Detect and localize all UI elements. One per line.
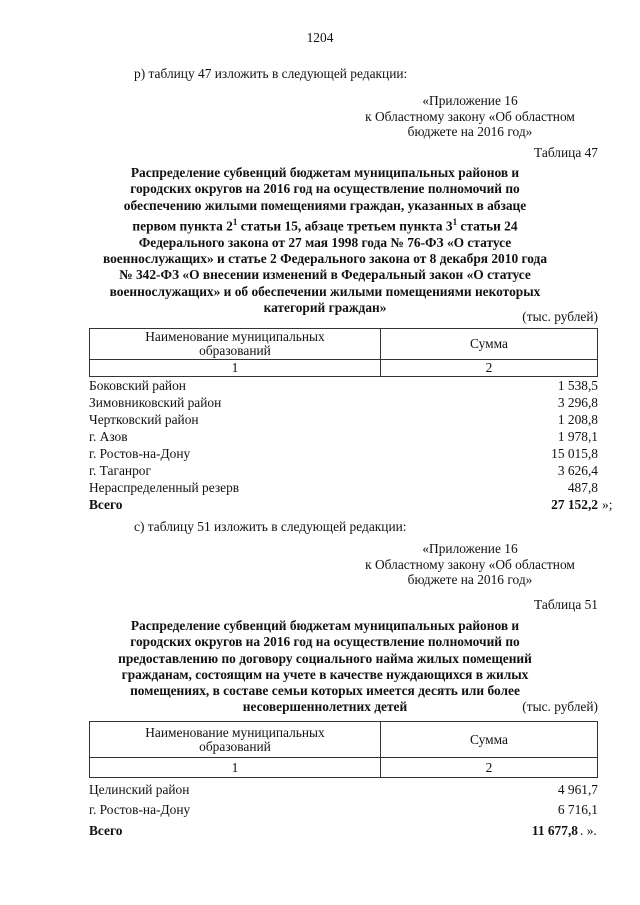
title-line: первом пункта $2^1$ статьи 15, абзаце третьем пункта $3^1$ статьи 24 bbox=[132, 216, 518, 234]
title-line: Федерального закона от 27 мая 1998 года № 76-ФЗ «О статусе bbox=[138, 234, 512, 250]
section-s-table-header bbox=[89, 721, 598, 778]
title-line: городских округов на 2016 год на осуществление полномочий по bbox=[130, 634, 520, 650]
section-p-appendix-ref bbox=[340, 93, 600, 140]
column-number-cell: 1 bbox=[90, 360, 381, 377]
section-p-table-label: Таблица 47 bbox=[534, 145, 598, 160]
header-name-cell: Наименование муниципальных образований bbox=[90, 329, 381, 360]
total-row: Всего 11 677,8 . ». bbox=[89, 823, 597, 838]
appendix-line: к Областному закону «Об областном bbox=[365, 556, 575, 572]
table-row: Боковский район 1 538,5 bbox=[89, 378, 598, 393]
column-number-cell: 2 bbox=[381, 758, 598, 778]
section-s-title bbox=[60, 618, 590, 716]
section-s-units: (тыс. рублей) bbox=[522, 699, 598, 714]
column-number-cell: 1 bbox=[90, 758, 381, 778]
table-row: Целинский район 4 961,7 bbox=[89, 782, 598, 797]
table-row: г. Таганрог 3 626,4 bbox=[89, 463, 598, 478]
column-number-cell: 2 bbox=[381, 360, 598, 377]
title-line: Распределение субвенций бюджетам муниципальных районов и bbox=[130, 165, 520, 180]
title-line: городских округов на 2016 год на осуществление полномочий по bbox=[130, 181, 520, 197]
table-row: г. Ростов-на-Дону 6 716,1 bbox=[89, 802, 598, 817]
section-p-title bbox=[60, 165, 590, 316]
section-p-intro: р) таблицу 47 изложить в следующей редакции: bbox=[134, 66, 408, 81]
section-p-units: (тыс. рублей) bbox=[522, 309, 598, 324]
title-line: Распределение субвенций бюджетам муниципальных районов и bbox=[130, 618, 520, 633]
appendix-line: бюджете на 2016 год» bbox=[407, 572, 533, 587]
table-row: Зимовниковский район 3 296,8 bbox=[89, 395, 598, 410]
title-line: обеспечению жилыми помещениями граждан, указанных в абзаце bbox=[123, 197, 527, 213]
title-line: гражданам, состоящим на учете в качестве нуждающихся в жилых bbox=[121, 666, 529, 682]
title-line: помещениях, в составе семьи которых имеется десять или более bbox=[130, 683, 520, 699]
section-s-intro: с) таблицу 51 изложить в следующей редакции: bbox=[134, 519, 407, 534]
appendix-line: «Приложение 16 bbox=[422, 541, 518, 556]
title-line: предоставлению по договору социального найма жилых помещений bbox=[118, 650, 532, 666]
header-sum-cell: Сумма bbox=[381, 722, 598, 758]
title-line: несовершеннолетних детей bbox=[242, 699, 408, 715]
header-sum-cell: Сумма bbox=[381, 329, 598, 360]
appendix-line: «Приложение 16 bbox=[422, 93, 518, 108]
closing-quote: . ». bbox=[580, 823, 597, 838]
title-line: военнослужащих» и об обеспечении жилыми помещениями некоторых bbox=[109, 283, 541, 299]
section-s-appendix-ref bbox=[340, 541, 600, 588]
table-row: г. Ростов-на-Дону 15 015,8 bbox=[89, 446, 598, 461]
page-number: 1204 bbox=[306, 30, 334, 45]
appendix-line: к Областному закону «Об областном bbox=[365, 108, 575, 124]
table-row: г. Азов 1 978,1 bbox=[89, 429, 598, 444]
section-p-table-header bbox=[89, 328, 598, 377]
title-line: категорий граждан» bbox=[263, 299, 387, 315]
title-line: военнослужащих» и статье 2 Федерального закона от 8 декабря 2010 года bbox=[102, 250, 548, 266]
table-row: Чертковский район 1 208,8 bbox=[89, 412, 598, 427]
section-s-table-label: Таблица 51 bbox=[534, 597, 598, 612]
total-row: Всего 27 152,2 »; bbox=[89, 497, 613, 512]
closing-quote: »; bbox=[602, 497, 613, 512]
appendix-line: бюджете на 2016 год» bbox=[407, 124, 533, 139]
title-line: № 342-ФЗ «О внесении изменений в Федеральный закон «О статусе bbox=[119, 267, 531, 283]
table-row: Нераспределенный резерв 487,8 bbox=[89, 480, 598, 495]
header-name-cell: Наименование муниципальных образований bbox=[90, 722, 381, 758]
